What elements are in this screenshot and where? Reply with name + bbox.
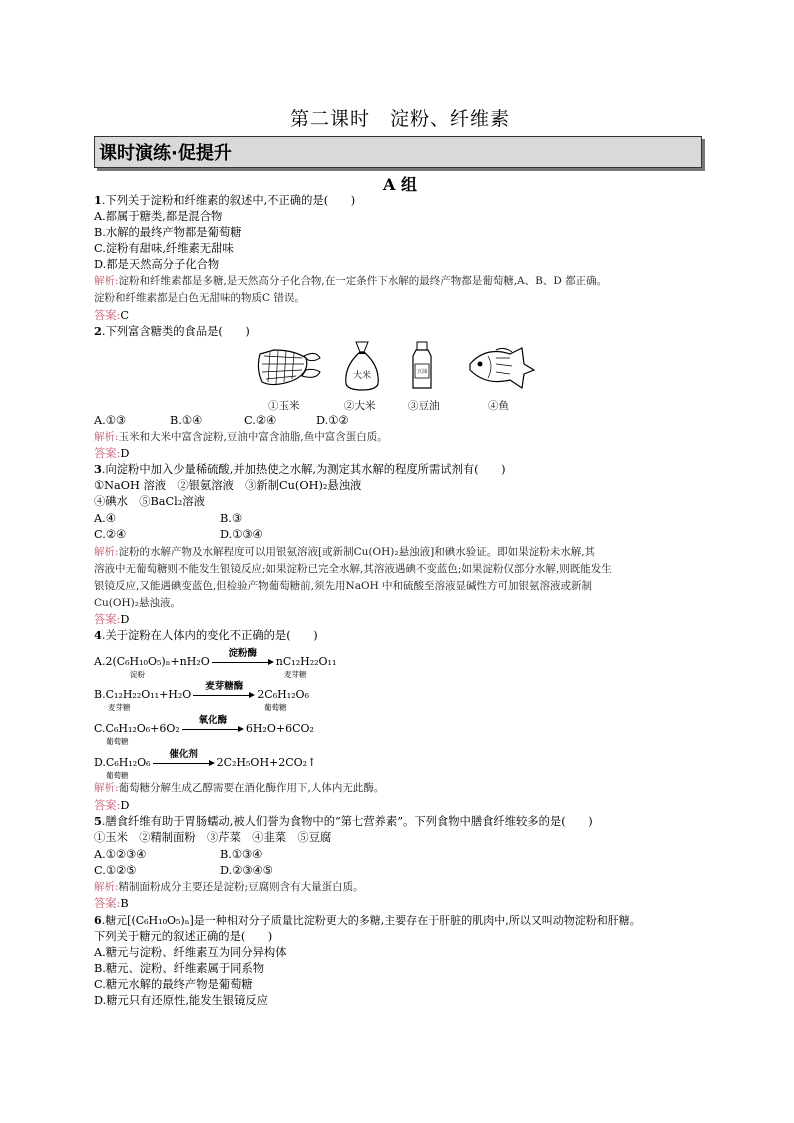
fish-icon	[466, 344, 538, 390]
q5-answer	[94, 896, 129, 911]
q4-equation-a	[94, 648, 337, 668]
question-1-stem	[94, 193, 355, 208]
page-title: 第二课时 淀粉、纤维素	[289, 108, 510, 130]
equation-reactants: A.2(C₆H₁₀O₅)ₙ+nH₂O	[94, 655, 210, 668]
oil-bottle-icon	[410, 340, 434, 392]
question-text: .关于淀粉在人体内的变化不正确的是( )	[101, 629, 318, 642]
analysis-tag: 解析:	[94, 546, 119, 558]
answer-tag: 答案:	[94, 447, 121, 460]
q2-option-c: C.②④	[244, 414, 277, 427]
section-banner	[94, 136, 702, 168]
reaction-condition: 淀粉酶	[228, 648, 258, 659]
analysis-text: 淀粉的水解产物及水解程度可以用银氨溶液[或新制Cu(OH)₂悬浊液]和碘水验证。即如果淀粉未水解,其	[118, 546, 596, 558]
equation-reactants: D.C₆H₁₂O₆	[94, 756, 151, 769]
reaction-arrow	[182, 715, 244, 734]
q4-b-label-maltose: 麦芽糖	[108, 703, 131, 712]
answer-value: B	[120, 897, 129, 910]
equation-products: 2C₂H₅OH+2CO₂↑	[216, 756, 317, 769]
q3-reagents-1: ①NaOH 溶液 ②银氨溶液 ③新制Cu(OH)₂悬浊液	[94, 479, 362, 492]
analysis-tag: 解析:	[94, 431, 119, 443]
reaction-condition: 催化剂	[169, 749, 198, 760]
q4-equation-d	[94, 749, 317, 769]
question-number: 5	[94, 814, 102, 828]
analysis-tag: 解析:	[94, 782, 119, 794]
equation-reactants: B.C₁₂H₂₂O₁₁+H₂O	[94, 688, 192, 701]
equation-products: 6H₂O+6CO₂	[245, 722, 314, 735]
q2-option-b: B.①④	[170, 414, 203, 427]
question-number: 1	[94, 193, 102, 207]
q5-analysis	[94, 880, 364, 895]
answer-value: C	[120, 309, 130, 322]
q2-answer	[94, 446, 129, 461]
answer-tag: 答案:	[94, 309, 121, 322]
question-number: 2	[94, 324, 102, 338]
q6-option-c: C.糖元水解的最终产物是葡萄糖	[94, 978, 253, 991]
reaction-arrow	[212, 648, 274, 667]
question-text: .下列关于淀粉和纤维素的叙述中,不正确的是( )	[101, 194, 356, 207]
question-text: .下列富含糖类的食品是( )	[101, 325, 250, 338]
question-number: 6	[94, 914, 102, 927]
question-3-stem	[94, 462, 506, 477]
equation-products: nC₁₂H₂₂O₁₁	[275, 655, 337, 668]
q4-c-label-glucose: 葡萄糖	[106, 737, 129, 746]
q3-analysis-line-4: Cu(OH)₂悬浊液。	[94, 597, 181, 609]
q4-b-label-glucose: 葡萄糖	[264, 703, 287, 712]
answer-value: D	[120, 799, 130, 812]
equation-products: 2C₆H₁₂O₆	[257, 688, 309, 701]
q6-option-a: A.糖元与淀粉、纤维素互为同分异构体	[94, 946, 287, 959]
question-number: 3	[94, 462, 102, 476]
q5-option-a: A.①②③④	[94, 848, 147, 861]
q2-analysis	[94, 430, 388, 445]
q3-option-d: D.①③④	[220, 528, 263, 541]
caption-rice: ②大米	[344, 400, 376, 412]
question-text: .糖元[(C₆H₁₀O₅)ₙ]是一种相对分子质量比淀粉更大的多糖,主要存在于肝脏的肌肉中,所以又叫动物淀粉和肝糖。	[101, 914, 641, 927]
reaction-arrow	[153, 749, 215, 768]
q4-a-label-starch: 淀粉	[130, 670, 145, 679]
answer-tag: 答案:	[94, 799, 121, 812]
question-text: .向淀粉中加入少量稀硫酸,并加热使之水解,为测定其水解的程度所需试剂有( )	[101, 463, 506, 476]
q1-option-a: A.都属于糖类,都是混合物	[94, 210, 223, 223]
q5-items: ①玉米 ②精制面粉 ③芹菜 ④韭菜 ⑤豆腐	[94, 831, 332, 844]
q6-option-b: B.糖元、淀粉、纤维素属于同系物	[94, 962, 265, 975]
bag-label: 大米	[352, 371, 372, 381]
group-heading: A 组	[383, 175, 417, 194]
question-4-stem	[94, 628, 318, 643]
analysis-text: 玉米和大米中富含淀粉,豆油中富含油脂,鱼中富含蛋白质。	[118, 431, 388, 443]
question-2-stem	[94, 324, 250, 339]
reaction-arrow	[193, 681, 255, 700]
q4-d-label-glucose: 葡萄糖	[106, 771, 129, 780]
q3-option-a: A.④	[94, 512, 116, 525]
q4-equation-b	[94, 681, 309, 701]
reaction-condition: 麦芽糖酶	[205, 681, 244, 692]
caption-oil: ③豆油	[408, 400, 440, 412]
answer-value: D	[120, 613, 130, 626]
q3-analysis-line-3: 银镜反应,又能遇碘变蓝色,但检验产物葡萄糖前,须先用NaOH 中和硫酸至溶液显碱性方可加银氨溶液或新制	[94, 580, 593, 592]
rice-bag-icon	[342, 340, 382, 392]
q4-answer	[94, 798, 129, 813]
answer-tag: 答案:	[94, 897, 121, 910]
q3-answer	[94, 612, 129, 627]
q3-option-c: C.②④	[94, 528, 127, 541]
corn-icon	[254, 346, 322, 390]
analysis-text: 精制面粉成分主要还是淀粉;豆腐则含有大量蛋白质。	[118, 881, 364, 893]
q4-a-label-maltose: 麦芽糖	[284, 670, 307, 679]
question-5-stem	[94, 814, 593, 829]
caption-corn: ①玉米	[268, 400, 300, 412]
q5-option-b: B.①③④	[220, 848, 263, 861]
q1-option-b: B.水解的最终产物都是葡萄糖	[94, 226, 242, 239]
equation-reactants: C.C₆H₁₂O₆+6O₂	[94, 722, 180, 735]
q5-option-c: C.①②⑤	[94, 864, 137, 877]
q1-answer	[94, 308, 129, 323]
q1-analysis-line-2: 淀粉和纤维素都是白色无甜味的物质C 错误。	[94, 292, 305, 304]
question-text: .膳食纤维有助于胃肠蠕动,被人们誉为食物中的“第七营养素”。下列食物中膳食纤维较多的是( )	[101, 815, 593, 828]
q2-option-d: D.①②	[316, 414, 349, 427]
q3-option-b: B.③	[220, 512, 243, 525]
answer-tag: 答案:	[94, 613, 121, 626]
q4-equation-c	[94, 715, 314, 735]
q1-analysis-line-1	[94, 274, 607, 289]
bottle-label: 豆油	[416, 369, 428, 375]
q3-reagents-2: ④碘水 ⑤BaCl₂溶液	[94, 495, 205, 508]
analysis-text: 淀粉和纤维素都是多糖,是天然高分子化合物,在一定条件下水解的最终产物都是葡萄糖,A、B、D 都正确。	[118, 275, 608, 287]
question-6-stem-2: 下列关于糖元的叙述正确的是( )	[94, 930, 273, 943]
question-6-stem-1	[94, 913, 641, 928]
reaction-condition: 氧化酶	[198, 715, 228, 726]
analysis-tag: 解析:	[94, 881, 119, 893]
analysis-tag: 解析:	[94, 275, 119, 287]
q6-option-d: D.糖元只有还原性,能发生银镜反应	[94, 994, 268, 1007]
q1-option-c: C.淀粉有甜味,纤维素无甜味	[94, 242, 234, 255]
q3-analysis-line-1	[94, 545, 595, 560]
caption-fish: ④鱼	[488, 400, 509, 412]
q3-analysis-line-2: 溶液中无葡萄糖则不能发生银镜反应;如果淀粉已完全水解,其溶液遇碘不变蓝色;如果淀粉仅部分水解,则既能发生	[94, 563, 612, 575]
answer-value: D	[120, 447, 130, 460]
banner-label: 课时演练·促提升	[99, 143, 232, 164]
q1-option-d: D.都是天然高分子化合物	[94, 258, 220, 271]
analysis-text: 葡萄糖分解生成乙醇需要在酒化酶作用下,人体内无此酶。	[118, 782, 385, 794]
q5-option-d: D.②③④⑤	[220, 864, 273, 877]
question-number: 4	[94, 628, 102, 642]
q4-analysis	[94, 781, 384, 796]
q2-option-a: A.①③	[94, 414, 127, 427]
